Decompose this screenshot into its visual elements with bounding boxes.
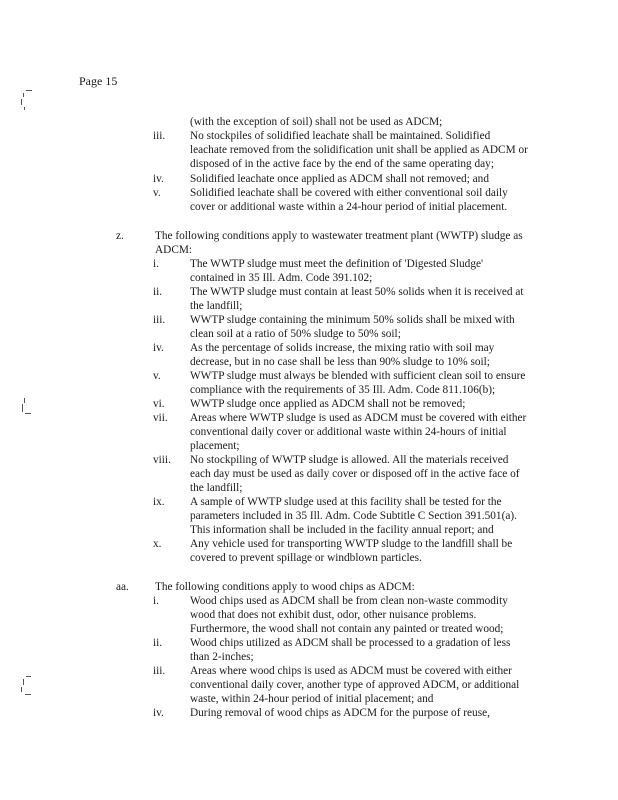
section-aa-intro: The following conditions apply to wood chips as ADCM: (155, 581, 415, 593)
item-text-line: Areas where wood chips is used as ADCM must be covered with either (190, 665, 512, 677)
item-numeral: i. (153, 258, 159, 270)
item-numeral: iv. (153, 342, 164, 354)
item-text-line: the landfill; (190, 300, 243, 312)
item-text-line: conventional daily cover, another type of approved ADCM, or additional (190, 679, 520, 691)
item-text-line: cover or additional waste within a 24-hour period of initial placement. (190, 201, 508, 213)
item-numeral: iv. (153, 707, 164, 719)
item-numeral: iii. (153, 314, 166, 326)
item-text-line: the landfill; (190, 482, 243, 494)
item-text-line: contained in 35 Ill. Adm. Code 391.102; (190, 272, 373, 284)
item-text-line: WWTP sludge must always be blended with sufficient clean soil to ensure (190, 370, 526, 382)
section-aa-label: aa. (116, 581, 129, 593)
item-text-line: Furthermore, the wood shall not contain any painted or treated wood; (190, 623, 504, 635)
item-text-line: The WWTP sludge must meet the definition of 'Digested Sludge' (190, 258, 484, 270)
item-text-line: each day must be used as daily cover or disposed off in the active face of (190, 468, 520, 480)
item-numeral: iii. (153, 665, 166, 677)
item-text-line: During removal of wood chips as ADCM for the purpose of reuse, (190, 707, 490, 719)
section-z-intro: ADCM: (155, 244, 193, 256)
item-numeral: ii. (153, 286, 163, 298)
item-text-line: Areas where WWTP sludge is used as ADCM must be covered with either (190, 412, 527, 424)
item-numeral: ii. (153, 637, 163, 649)
section-z-intro: The following conditions apply to wastewater treatment plant (WWTP) sludge as (155, 230, 523, 242)
binding-hole-mark-bottom (20, 676, 34, 698)
item-text-line: Wood chips used as ADCM shall be from clean non-waste commodity (190, 595, 508, 607)
binding-hole-mark-top (20, 90, 34, 112)
item-text-line: than 2-inches; (190, 651, 254, 663)
item-text-line: As the percentage of solids increase, the mixing ratio with soil may (190, 342, 495, 354)
item-numeral: viii. (153, 454, 171, 466)
item-numeral: iv. (153, 173, 164, 185)
item-text-line: conventional daily cover or additional waste within 24-hours of initial (190, 426, 507, 438)
binding-hole-mark-middle (20, 398, 34, 420)
item-numeral: i. (153, 595, 159, 607)
section-z-label: z. (116, 230, 124, 242)
item-text-line: The WWTP sludge must contain at least 50% solids when it is received at (190, 286, 524, 298)
item-text-line: parameters included in 35 Ill. Adm. Code Subtitle C Section 391.501(a). (190, 510, 517, 522)
page-number: Page 15 (79, 74, 118, 88)
item-numeral: v. (153, 187, 161, 199)
item-text-line: Solidified leachate once applied as ADCM shall not removed; and (190, 173, 489, 185)
item-text-line: This information shall be included in the facility annual report; and (190, 524, 494, 536)
item-text-line: No stockpiles of solidified leachate shall be maintained. Solidified (190, 130, 491, 142)
item-text-line: decrease, but in no case shall be less than 90% sludge to 10% soil; (190, 356, 490, 368)
item-text-line: leachate removed from the solidification unit shall be applied as ADCM or (190, 144, 528, 156)
item-text-line: A sample of WWTP sludge used at this facility shall be tested for the (190, 496, 502, 508)
item-text-line: covered to prevent spillage or windblown particles. (190, 552, 422, 564)
item-text-line: placement; (190, 440, 240, 452)
item-text-line: Wood chips utilized as ADCM shall be processed to a gradation of less (190, 637, 511, 649)
item-numeral: x. (153, 538, 162, 550)
item-text-line: compliance with the requirements of 35 Ill. Adm. Code 811.106(b); (190, 384, 496, 396)
item-text-line: disposed of in the active face by the end of the same operating day; (190, 158, 494, 170)
item-numeral: vi. (153, 398, 165, 410)
item-text-line: WWTP sludge once applied as ADCM shall not be removed; (190, 398, 466, 410)
item-text-line: WWTP sludge containing the minimum 50% solids shall be mixed with (190, 314, 515, 326)
item-text-line: Any vehicle used for transporting WWTP sludge to the landfill shall be (190, 538, 513, 550)
item-text-line: Solidified leachate shall be covered with either conventional soil daily (190, 187, 508, 199)
item-text-line: clean soil at a ratio of 50% sludge to 50% soil; (190, 328, 401, 340)
item-text-line: waste, within 24-hour period of initial placement; and (190, 693, 434, 705)
item-text-line: No stockpiling of WWTP sludge is allowed. All the materials received (190, 454, 509, 466)
item-numeral: v. (153, 370, 161, 382)
item-numeral: iii. (153, 130, 166, 142)
item-numeral: vii. (153, 412, 168, 424)
item-numeral: ix. (153, 496, 165, 508)
continuation-text: (with the exception of soil) shall not be used as ADCM; (190, 116, 443, 128)
item-text-line: wood that does not exhibit dust, odor, other nuisance problems. (190, 609, 477, 621)
